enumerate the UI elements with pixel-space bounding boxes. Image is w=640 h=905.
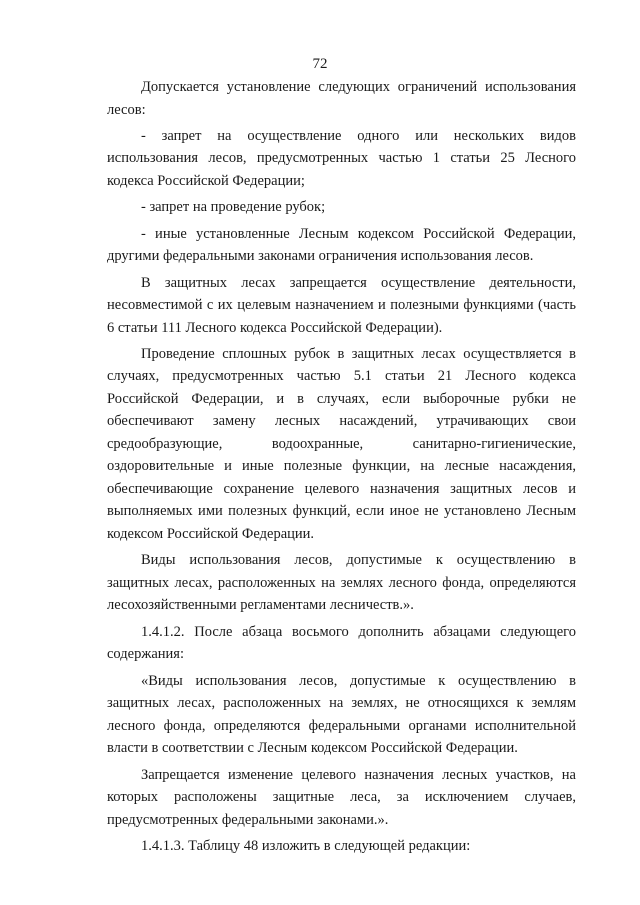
paragraph-non-forest-lands-uses: «Виды использования лесов, допустимые к осуществлению в защитных лесах, расположенных на землях, не относящихся к землям лесного фонда, определяются федеральными органами исполнительной власти в соответствии с Лесным кодексом Российской Федерации.	[107, 672, 576, 757]
paragraph-restrictions-intro: Допускается установление следующих ограничений использования лесов:	[107, 79, 576, 118]
paragraph-protective-forests-ban: В защитных лесах запрещается осуществление деятельности, несовместимой с их целевым назначением и полезными функциями (часть 6 статьи 111 Лесного кодекса Российской Федерации).	[107, 274, 576, 336]
paragraph-purpose-change-ban: Запрещается изменение целевого назначения лесных участков, на которых расположены защитные леса, за исключением случаев, предусмотренных федеральными законами.».	[107, 766, 576, 828]
paragraph-restriction-item-1: - запрет на осуществление одного или нескольких видов использования лесов, предусмотренных частью 1 статьи 25 Лесного кодекса Российской Федерации;	[107, 127, 576, 189]
paragraph-amendment-1-4-1-3: 1.4.1.3. Таблицу 48 изложить в следующей редакции:	[141, 837, 471, 854]
paragraph-clear-cutting: Проведение сплошных рубок в защитных лесах осуществляется в случаях, предусмотренных частью 5.1 статьи 21 Лесного кодекса Российской Федерации, и в случаях, если выборочные рубки не обеспечивают замену лесных насаждений, утрачивающих свои средообразующие, водоохранные, санитарно-гигиенические, оздоровительные и иные полезные функции, на лесные насаждения, обеспечивающие сохранение целевого назначения защитных лесов и выполняемых ими полезных функций, если иное не установлено Лесным кодексом Российской Федерации.	[107, 345, 576, 542]
paragraph-amendment-1-4-1-2: 1.4.1.2. После абзаца восьмого дополнить абзацами следующего содержания:	[107, 623, 576, 663]
paragraph-forest-fund-uses: Виды использования лесов, допустимые к осуществлению в защитных лесах, расположенных на землях лесного фонда, определяются лесохозяйственными регламентами лесничеств.».	[107, 552, 576, 614]
paragraph-restriction-item-3: - иные установленные Лесным кодексом Российской Федерации, другими федеральными законами ограничения использования лесов.	[107, 225, 576, 265]
document-body	[107, 76, 576, 861]
paragraph-restriction-item-2: - запрет на проведение рубок;	[141, 199, 326, 216]
page-number: 72	[312, 56, 328, 72]
